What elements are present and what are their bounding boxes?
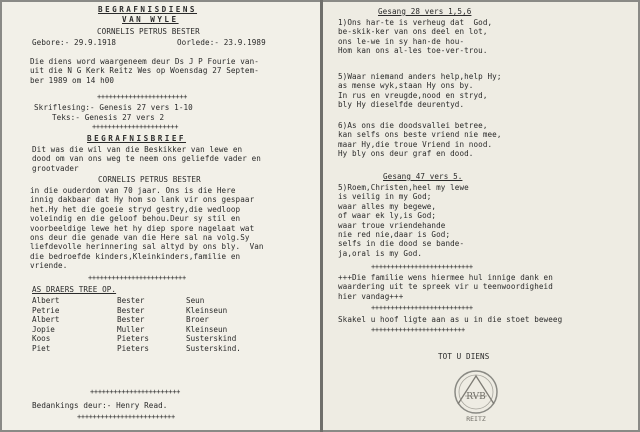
- procession-note: Skakel u hoof ligte aan as u in die stoet beweeg: [338, 315, 563, 324]
- hymn2-title: Gesang 47 vers 5.: [383, 172, 463, 181]
- bearer-first: Jopie: [32, 324, 55, 334]
- hymn1-title: Gesang 28 vers 1,5,6: [378, 7, 472, 16]
- bearer-relation: Seun: [186, 296, 205, 305]
- bearer-last: Bester: [117, 305, 145, 315]
- bearers-last-names: [117, 296, 149, 354]
- service-closing: TOT U DIENS: [438, 352, 490, 361]
- sermon-text: Teks:- Genesis 27 vers 2: [52, 113, 165, 122]
- birth-date: Gebore:- 29.9.1918: [32, 38, 117, 47]
- left-page: [2, 2, 320, 430]
- service-intro: Die diens word waargeneem deur Ds J P Fourie van- uit die N G Kerk Reitz Wes op Woensdag 27 Septem- ber 1989 om 14 h00: [30, 57, 259, 85]
- divider-stars: +++++++++++++++++++++++++: [88, 274, 186, 282]
- bearer-relation: Broer: [186, 315, 209, 325]
- death-date: Oorlede:- 23.9.1989: [177, 38, 266, 47]
- bearer-first: Albert: [32, 296, 60, 305]
- divider-stars: +++++++++++++++++++++++: [90, 388, 181, 396]
- undertaker-logo: [448, 368, 504, 424]
- logo-letters: RVB: [466, 392, 486, 402]
- undertaker-thanks: Bedankings deur:- Henry Read.: [32, 401, 168, 410]
- divider-stars: +++++++++++++++++++++++: [97, 93, 188, 101]
- divider-stars: ++++++++++++++++++++++++++: [371, 263, 473, 271]
- bearer-relation: Kleinseun: [186, 305, 228, 315]
- bearer-first: Koos: [32, 334, 51, 344]
- right-page: [323, 2, 638, 430]
- bearer-last: Bester: [117, 296, 145, 305]
- bearer-first: Albert: [32, 315, 60, 325]
- funeral-title: BEGRAFNISDIENS: [98, 5, 198, 14]
- bearers-title: AS DRAERS TREE OP.: [32, 285, 117, 294]
- bearer-last: Bester: [117, 315, 145, 325]
- divider-stars: ++++++++++++++++++++++++++: [371, 304, 473, 312]
- bearer-relation: Kleinseun: [186, 324, 228, 334]
- letter-name: CORNELIS PETRUS BESTER: [98, 175, 201, 184]
- divider-stars: ++++++++++++++++++++++++: [371, 326, 465, 334]
- hymn1-verse1: 1)Ons har-te is verheug dat God, be-skik-ker van ons deel en lot, ons le-we in sy han-de hou- Hom kan ons al-les toe-ver-trou.: [338, 18, 493, 56]
- bearer-first: Petrie: [32, 305, 60, 315]
- deceased-name: CORNELIS PETRUS BESTER: [97, 27, 200, 36]
- hymn1-verse6: 6)As ons die doodsvallei betree, kan selfs ons beste vriend nie mee, maar Hy,die troue Vriend in nood. Hy bly ons deur graf en dood.: [338, 121, 502, 159]
- family-thanks: +++Die familie wens hiermee hul innige dank en waardering uit te spreek vir u teenwoordigheid hier vandag+++: [338, 273, 553, 301]
- letter-body: in die ouderdom van 70 jaar. Ons is die Here innig dakbaar dat Hy hom so lank vir ons gespaar het.Hy het die goeie stryd gestry,die wedloop voleindig en die geloof behou.Deur sy stil en voorbeeldige lewe het hy diep spore nagelaat wat ons deur die genade van die Here sal na volg.Sy liefdevolle herinnering sal altyd by ons bly. Van die bedroefde kinders,Kleinkinders,familie en vriende.: [30, 186, 264, 271]
- bearer-last: Muller: [117, 324, 145, 334]
- bearer-relation: Susterskind: [186, 334, 237, 344]
- bearer-last: Pieters: [117, 343, 150, 353]
- hymn1-verse5: 5)Waar niemand anders help,help Hy; as mense wyk,staan Hy ons by. In rus en vreugde,nood en stryd, bly Hy dieselfde deurentyd.: [338, 72, 502, 110]
- funeral-subtitle: VAN WYLE: [122, 15, 179, 24]
- divider-stars: ++++++++++++++++++++++: [92, 123, 179, 131]
- bearer-first: Piet: [32, 343, 51, 353]
- letter-title: BEGRAFNISBRIEF: [87, 134, 187, 143]
- divider-stars: +++++++++++++++++++++++++: [77, 413, 175, 421]
- scripture-reading: Skriflesing:- Genesis 27 vers 1-10: [34, 103, 193, 112]
- bearers-first-names: [32, 296, 59, 354]
- logo-town: REITZ: [466, 415, 486, 423]
- bearer-relation: Susterskind.: [186, 343, 241, 353]
- letter-intro: Dit was die wil van die Beskikker van lewe en dood om van ons weg te neem ons geliefde vader en grootvader: [32, 145, 261, 173]
- bearer-last: Pieters: [117, 334, 150, 344]
- hymn2-verse5: 5)Roem,Christen,heel my lewe is veilig in my God; waar alles my begewe, of waar ek ly,is God; waar troue vriendehande nie red nie,daar is God; selfs in die dood se bande- ja,oral is my God.: [338, 183, 469, 258]
- bearers-relations: [186, 296, 241, 354]
